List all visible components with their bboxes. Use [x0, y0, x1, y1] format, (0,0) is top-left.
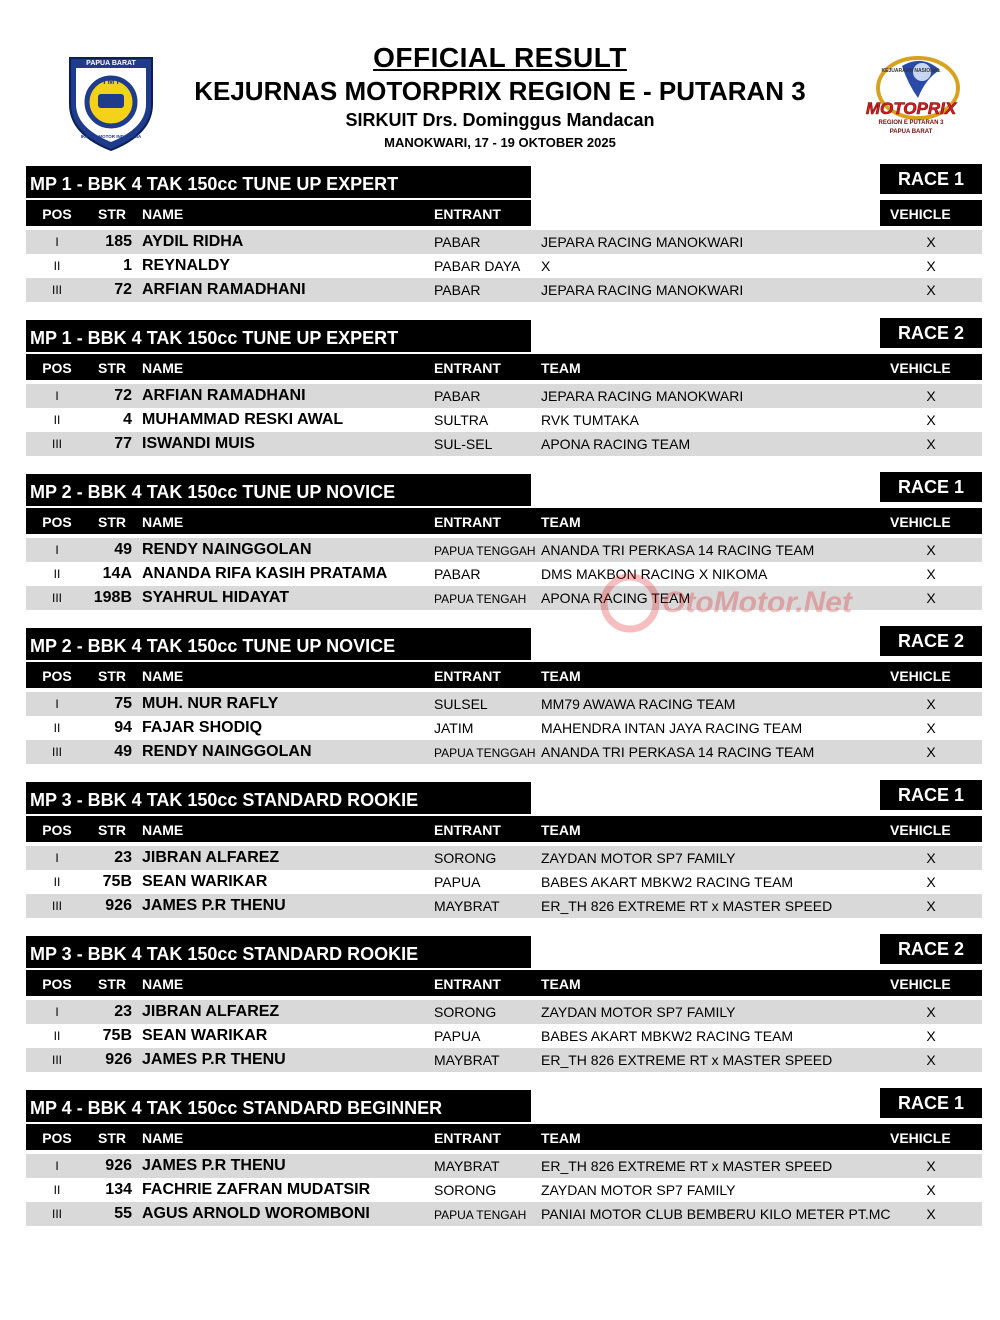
column-header-row: [26, 662, 982, 688]
cell-str: 72: [114, 281, 132, 298]
col-str: STR: [98, 976, 126, 992]
cell-str: 4: [123, 411, 132, 428]
cell-str: 49: [114, 743, 132, 760]
motoprix-logo: [852, 48, 970, 148]
cell-entrant: SULSEL: [434, 696, 488, 712]
cell-pos: I: [55, 697, 59, 711]
cell-vehicle: X: [926, 1028, 936, 1044]
cell-str: 75: [114, 695, 132, 712]
cell-pos: II: [53, 259, 61, 273]
cell-name: JAMES P.R THENU: [142, 897, 286, 914]
cell-vehicle: X: [926, 744, 936, 760]
result-section-mp4-race1: [26, 1090, 982, 1230]
cell-team: X: [541, 258, 551, 274]
column-header-row: [26, 1124, 982, 1150]
col-str: STR: [98, 1130, 126, 1146]
col-vehicle: VEHICLE: [890, 360, 951, 376]
category-title: MP 2 - BBK 4 TAK 150cc TUNE UP NOVICE: [26, 474, 531, 506]
cell-pos: III: [51, 437, 62, 451]
table-row: [26, 538, 982, 562]
col-pos: POS: [42, 206, 72, 222]
cell-vehicle: X: [926, 436, 936, 452]
cell-entrant: SORONG: [434, 1182, 497, 1198]
cell-name: REYNALDY: [142, 257, 231, 274]
cell-name: SEAN WARIKAR: [142, 873, 268, 890]
col-vehicle: VEHICLE: [890, 514, 951, 530]
cell-team: APONA RACING TEAM: [541, 590, 691, 606]
cell-vehicle: X: [926, 850, 936, 866]
cell-name: JAMES P.R THENU: [142, 1157, 286, 1174]
cell-str: 1: [123, 257, 132, 274]
col-entrant: ENTRANT: [434, 206, 501, 222]
cell-team: RVK TUMTAKA: [541, 412, 640, 428]
cell-str: 23: [114, 1003, 132, 1020]
cell-entrant: SUL-SEL: [434, 436, 493, 452]
cell-pos: I: [55, 235, 59, 249]
cell-name: ANANDA RIFA KASIH PRATAMA: [142, 565, 388, 582]
cell-team: BABES AKART MBKW2 RACING TEAM: [541, 874, 794, 890]
cell-team: JEPARA RACING MANOKWARI: [541, 234, 744, 250]
col-name: NAME: [142, 668, 184, 684]
svg-text:IKATAN MOTOR INDONESIA: IKATAN MOTOR INDONESIA: [80, 134, 142, 139]
cell-entrant: MAYBRAT: [434, 1052, 500, 1068]
svg-text:PAPUA BARAT: PAPUA BARAT: [86, 60, 136, 67]
cell-name: ISWANDI MUIS: [142, 435, 255, 452]
table-row: [26, 254, 982, 278]
cell-pos: III: [51, 283, 62, 297]
svg-text:PAPUA BARAT: PAPUA BARAT: [889, 129, 933, 135]
table-row: [26, 1048, 982, 1072]
table-row: [26, 870, 982, 894]
result-section-mp3-race1: [26, 782, 982, 922]
cell-entrant: PAPUA: [434, 1028, 481, 1044]
category-title: MP 3 - BBK 4 TAK 150cc STANDARD ROOKIE: [26, 782, 531, 814]
cell-team: ZAYDAN MOTOR SP7 FAMILY: [541, 850, 736, 866]
result-section-mp3-race2: [26, 936, 982, 1076]
col-entrant: ENTRANT: [434, 1130, 501, 1146]
cell-entrant: SORONG: [434, 850, 497, 866]
table-row: [26, 384, 982, 408]
watermark-logo: [600, 572, 890, 634]
cell-entrant: SORONG: [434, 1004, 497, 1020]
cell-entrant: PABAR: [434, 566, 481, 582]
cell-team: ZAYDAN MOTOR SP7 FAMILY: [541, 1004, 736, 1020]
cell-entrant: PABAR: [434, 282, 481, 298]
col-name: NAME: [142, 360, 184, 376]
cell-vehicle: X: [926, 412, 936, 428]
cell-str: 77: [114, 435, 132, 452]
col-pos: POS: [42, 360, 72, 376]
cell-team: APONA RACING TEAM: [541, 436, 691, 452]
col-pos: POS: [42, 668, 72, 684]
table-row: [26, 408, 982, 432]
col-vehicle: VEHICLE: [890, 1130, 951, 1146]
cell-vehicle: X: [926, 1004, 936, 1020]
cell-vehicle: X: [926, 566, 936, 582]
cell-vehicle: X: [926, 234, 936, 250]
cell-team: MM79 AWAWA RACING TEAM: [541, 696, 736, 712]
col-name: NAME: [142, 976, 184, 992]
column-header-row: [26, 970, 982, 996]
race-label: RACE 1: [880, 1088, 982, 1118]
cell-name: MUH. NUR RAFLY: [142, 695, 279, 712]
col-name: NAME: [142, 822, 184, 838]
cell-pos: I: [55, 851, 59, 865]
race-label: RACE 2: [880, 318, 982, 348]
cell-team: DMS MAKBON RACING X NIKOMA: [541, 566, 768, 582]
cell-str: 94: [114, 719, 132, 736]
cell-pos: II: [53, 721, 61, 735]
cell-entrant: SULTRA: [434, 412, 489, 428]
cell-str: 23: [114, 849, 132, 866]
cell-vehicle: X: [926, 590, 936, 606]
cell-vehicle: X: [926, 696, 936, 712]
cell-vehicle: X: [926, 258, 936, 274]
cell-vehicle: X: [926, 1158, 936, 1174]
circuit-name: SIRKUIT Drs. Dominggus Mandacan: [345, 110, 655, 130]
cell-str: 14A: [102, 565, 132, 582]
svg-text:MOTOPRIX: MOTOPRIX: [865, 99, 957, 118]
col-entrant: ENTRANT: [434, 976, 501, 992]
cell-entrant: PAPUA TENGAH: [434, 592, 527, 606]
table-row: [26, 1024, 982, 1048]
table-row: [26, 894, 982, 918]
cell-name: JIBRAN ALFAREZ: [142, 849, 280, 866]
cell-vehicle: X: [926, 1206, 936, 1222]
cell-name: JIBRAN ALFAREZ: [142, 1003, 280, 1020]
cell-pos: III: [51, 591, 62, 605]
svg-text:OtoMotor.Net: OtoMotor.Net: [662, 586, 852, 619]
cell-team: MAHENDRA INTAN JAYA RACING TEAM: [541, 720, 803, 736]
cell-name: RENDY NAINGGOLAN: [142, 541, 312, 558]
table-row: [26, 432, 982, 456]
col-pos: POS: [42, 514, 72, 530]
svg-text:KEJUARAAN NASIONAL: KEJUARAAN NASIONAL: [881, 68, 941, 74]
result-section-mp1-race2: [26, 320, 982, 460]
cell-name: SEAN WARIKAR: [142, 1027, 268, 1044]
cell-name: ARFIAN RAMADHANI: [142, 281, 306, 298]
column-header-row: [26, 200, 982, 226]
cell-str: 72: [114, 387, 132, 404]
cell-str: 75B: [102, 873, 132, 890]
table-row: [26, 1000, 982, 1024]
category-title: MP 3 - BBK 4 TAK 150cc STANDARD ROOKIE: [26, 936, 531, 968]
col-str: STR: [98, 822, 126, 838]
col-str: STR: [98, 360, 126, 376]
col-vehicle: VEHICLE: [890, 206, 951, 222]
race-label: RACE 1: [880, 780, 982, 810]
col-pos: POS: [42, 976, 72, 992]
cell-team: JEPARA RACING MANOKWARI: [541, 282, 744, 298]
cell-entrant: PABAR: [434, 234, 481, 250]
cell-name: JAMES P.R THENU: [142, 1051, 286, 1068]
col-vehicle: VEHICLE: [890, 668, 951, 684]
cell-team: ANANDA TRI PERKASA 14 RACING TEAM: [541, 744, 815, 760]
cell-vehicle: X: [926, 874, 936, 890]
event-date-place: MANOKWARI, 17 - 19 OKTOBER 2025: [384, 135, 616, 150]
svg-text:REGION E PUTARAN 3: REGION E PUTARAN 3: [878, 120, 944, 126]
cell-pos: I: [55, 389, 59, 403]
cell-name: RENDY NAINGGOLAN: [142, 743, 312, 760]
cell-pos: II: [53, 1029, 61, 1043]
cell-pos: I: [55, 1005, 59, 1019]
cell-vehicle: X: [926, 542, 936, 558]
cell-pos: I: [55, 543, 59, 557]
col-vehicle: VEHICLE: [890, 976, 951, 992]
cell-team: ZAYDAN MOTOR SP7 FAMILY: [541, 1182, 736, 1198]
result-section-mp1-race1: [26, 166, 982, 306]
col-str: STR: [98, 206, 126, 222]
cell-name: ARFIAN RAMADHANI: [142, 387, 306, 404]
cell-pos: II: [53, 413, 61, 427]
cell-pos: III: [51, 1207, 62, 1221]
result-section-mp2-race2: [26, 628, 982, 768]
cell-pos: II: [53, 875, 61, 889]
category-title: MP 1 - BBK 4 TAK 150cc TUNE UP EXPERT: [26, 166, 531, 198]
col-team: TEAM: [541, 668, 581, 684]
col-entrant: ENTRANT: [434, 360, 501, 376]
table-row: [26, 230, 982, 254]
race-label: RACE 1: [880, 164, 982, 194]
col-pos: POS: [42, 822, 72, 838]
cell-vehicle: X: [926, 282, 936, 298]
cell-str: 75B: [102, 1027, 132, 1044]
category-title: MP 1 - BBK 4 TAK 150cc TUNE UP EXPERT: [26, 320, 531, 352]
race-label: RACE 1: [880, 472, 982, 502]
cell-entrant: PAPUA TENGAH: [434, 1208, 527, 1222]
cell-name: AYDIL RIDHA: [142, 233, 244, 250]
cell-pos: II: [53, 1183, 61, 1197]
cell-team: ER_TH 826 EXTREME RT x MASTER SPEED: [541, 898, 833, 914]
cell-team: JEPARA RACING MANOKWARI: [541, 388, 744, 404]
table-row: [26, 1202, 982, 1226]
cell-vehicle: X: [926, 720, 936, 736]
cell-entrant: PAPUA TENGGAH: [434, 544, 536, 558]
cell-pos: I: [55, 1159, 59, 1173]
table-row: [26, 278, 982, 302]
category-title: MP 4 - BBK 4 TAK 150cc STANDARD BEGINNER: [26, 1090, 531, 1122]
table-row: [26, 1154, 982, 1178]
cell-entrant: MAYBRAT: [434, 1158, 500, 1174]
cell-team: BABES AKART MBKW2 RACING TEAM: [541, 1028, 794, 1044]
cell-pos: III: [51, 1053, 62, 1067]
cell-str: 926: [105, 1157, 132, 1174]
col-name: NAME: [142, 206, 184, 222]
cell-str: 185: [105, 233, 132, 250]
race-label: RACE 2: [880, 626, 982, 656]
col-entrant: ENTRANT: [434, 514, 501, 530]
cell-name: SYAHRUL HIDAYAT: [142, 589, 290, 606]
col-pos: POS: [42, 1130, 72, 1146]
cell-team: ANANDA TRI PERKASA 14 RACING TEAM: [541, 542, 815, 558]
event-title: KEJURNAS MOTORPRIX REGION E - PUTARAN 3: [194, 76, 806, 106]
cell-str: 49: [114, 541, 132, 558]
cell-entrant: PAPUA: [434, 874, 481, 890]
cell-str: 926: [105, 1051, 132, 1068]
cell-vehicle: X: [926, 898, 936, 914]
cell-name: AGUS ARNOLD WOROMBONI: [142, 1205, 370, 1222]
col-team: TEAM: [541, 976, 581, 992]
category-title: MP 2 - BBK 4 TAK 150cc TUNE UP NOVICE: [26, 628, 531, 660]
cell-entrant: PAPUA TENGGAH: [434, 746, 536, 760]
table-row: [26, 846, 982, 870]
column-header-row: [26, 354, 982, 380]
col-str: STR: [98, 668, 126, 684]
table-row: [26, 692, 982, 716]
cell-pos: II: [53, 567, 61, 581]
cell-name: MUHAMMAD RESKI AWAL: [142, 411, 344, 428]
table-row: [26, 716, 982, 740]
col-name: NAME: [142, 1130, 184, 1146]
cell-vehicle: X: [926, 388, 936, 404]
cell-entrant: JATIM: [434, 720, 474, 736]
col-name: NAME: [142, 514, 184, 530]
col-team: TEAM: [541, 1130, 581, 1146]
cell-name: FAJAR SHODIQ: [142, 719, 263, 736]
cell-vehicle: X: [926, 1182, 936, 1198]
cell-entrant: PABAR: [434, 388, 481, 404]
cell-team: PANIAI MOTOR CLUB BEMBERU KILO METER PT.MC: [541, 1206, 891, 1222]
col-team: TEAM: [541, 360, 581, 376]
col-team: TEAM: [541, 822, 581, 838]
cell-pos: III: [51, 899, 62, 913]
col-team: TEAM: [541, 514, 581, 530]
cell-entrant: MAYBRAT: [434, 898, 500, 914]
cell-str: 134: [105, 1181, 132, 1198]
column-header-row: [26, 816, 982, 842]
cell-team: ER_TH 826 EXTREME RT x MASTER SPEED: [541, 1052, 833, 1068]
cell-team: ER_TH 826 EXTREME RT x MASTER SPEED: [541, 1158, 833, 1174]
column-header-row: [26, 508, 982, 534]
cell-str: 55: [114, 1205, 132, 1222]
page-header: [0, 0, 1000, 160]
cell-pos: III: [51, 745, 62, 759]
col-entrant: ENTRANT: [434, 668, 501, 684]
col-vehicle: VEHICLE: [890, 822, 951, 838]
cell-name: FACHRIE ZAFRAN MUDATSIR: [142, 1181, 371, 1198]
cell-vehicle: X: [926, 1052, 936, 1068]
race-label: RACE 2: [880, 934, 982, 964]
document-title: OFFICIAL RESULT: [373, 42, 627, 73]
col-entrant: ENTRANT: [434, 822, 501, 838]
table-row: [26, 1178, 982, 1202]
cell-str: 198B: [93, 589, 132, 606]
table-row: [26, 740, 982, 764]
svg-text:I M I: I M I: [103, 77, 119, 86]
col-str: STR: [98, 514, 126, 530]
cell-entrant: PABAR DAYA: [434, 258, 521, 274]
cell-str: 926: [105, 897, 132, 914]
